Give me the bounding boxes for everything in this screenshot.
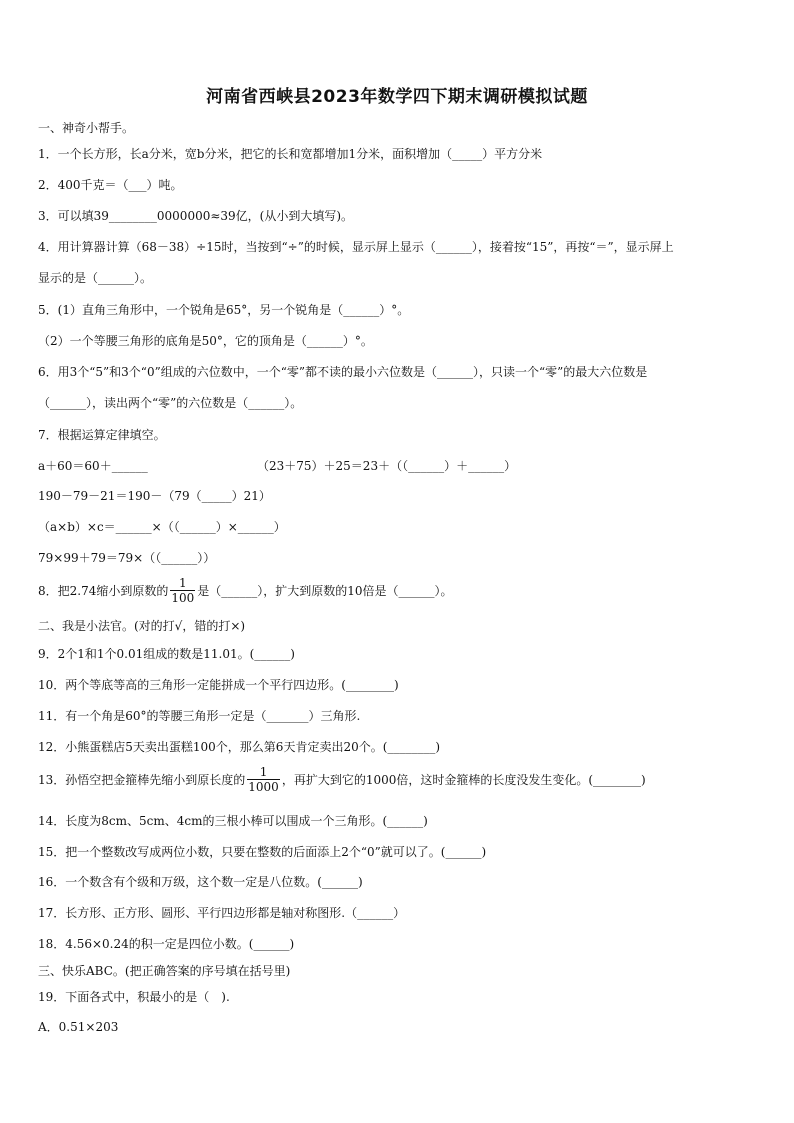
fraction-denominator: 100 — [171, 591, 195, 605]
question-15: 15．把一个整数改写成两位小数，只要在整数的后面添上2个“0”就可以了。(______) — [38, 845, 487, 859]
section-heading-3: 三、快乐ABC。(把正确答案的序号填在括号里) — [38, 964, 291, 978]
question-14: 14．长度为8cm、5cm、4cm的三根小棒可以围成一个三角形。(______) — [38, 814, 428, 828]
question-13 — [38, 765, 646, 794]
question-11: 11．有一个角是60°的等腰三角形一定是（_______）三角形. — [38, 709, 361, 723]
fraction-denominator: 1000 — [248, 780, 279, 794]
question-16: 16．一个数含有个级和万级，这个数一定是八位数。(______) — [38, 875, 363, 889]
question-13-text-before: 13．孙悟空把金箍棒先缩小到原长度的 — [38, 772, 246, 787]
question-7: 7．根据运算定律填空。 — [38, 428, 166, 442]
question-1: 1．一个长方形，长a分米，宽b分米，把它的长和宽都增加1分米，面积增加（_____）平方分米 — [38, 147, 543, 161]
page-title: 河南省西峡县2023年数学四下期末调研模拟试题 — [206, 87, 588, 107]
question-12: 12．小熊蛋糕店5天卖出蛋糕100个，那么第6天肯定卖出20个。(________) — [38, 740, 441, 754]
question-6-line-2: （______），读出两个“零”的六位数是（______）。 — [38, 396, 303, 410]
question-7-item-1: a＋60＝60＋______ — [38, 459, 148, 473]
question-13-text-after: ，再扩大到它的1000倍，这时金箍棒的长度没发生变化。(________) — [281, 772, 646, 787]
question-5-part-1: 5．(1）直角三角形中，一个锐角是65°，另一个锐角是（______）°。 — [38, 303, 410, 317]
question-2: 2．400千克＝（___）吨。 — [38, 178, 183, 192]
question-6-line-1: 6．用3个“5”和3个“0”组成的六位数中，一个“零”都不读的最小六位数是（______），只读一个“零”的最大六位数是 — [38, 365, 648, 379]
question-19-option-a: A．0.51×203 — [38, 1020, 119, 1034]
question-7-item-4: （a×b）×c＝______×（（______）×______） — [38, 520, 286, 534]
question-8 — [38, 576, 453, 605]
question-19: 19．下面各式中，积最小的是（ ). — [38, 990, 230, 1004]
question-7-item-5: 79×99＋79＝79×（（______）） — [38, 551, 216, 565]
question-8-text-after: 是（______），扩大到原数的10倍是（______）。 — [197, 583, 453, 598]
question-7-item-2: （23＋75）＋25＝23＋（（______）＋______） — [257, 459, 517, 473]
question-3: 3．可以填39________0000000≈39亿，(从小到大填写)。 — [38, 209, 354, 223]
question-8-text-before: 8．把2.74缩小到原数的 — [38, 583, 169, 598]
question-4-line-1: 4．用计算器计算（68－38）÷15时，当按到“÷”的时候，显示屏上显示（______），接着按“15”，再按“＝”，显示屏上 — [38, 240, 674, 254]
section-heading-1: 一、神奇小帮手。 — [38, 121, 135, 135]
fraction-one-hundredth — [170, 576, 195, 605]
question-4-line-2: 显示的是（______）。 — [38, 271, 153, 285]
fraction-numerator: 1 — [259, 765, 268, 779]
question-5-part-2: （2）一个等腰三角形的底角是50°，它的顶角是（______）°。 — [38, 334, 373, 348]
question-17: 17．长方形、正方形、圆形、平行四边形都是轴对称图形.（______） — [38, 906, 406, 920]
question-7-item-3: 190－79－21＝190－（79（_____）21） — [38, 489, 271, 503]
fraction-numerator: 1 — [178, 576, 187, 590]
question-10: 10．两个等底等高的三角形一定能拼成一个平行四边形。(________) — [38, 678, 399, 692]
fraction-one-thousandth — [247, 765, 280, 794]
question-18: 18．4.56×0.24的积一定是四位小数。(______) — [38, 937, 295, 951]
section-heading-2: 二、我是小法官。(对的打√，错的打×) — [38, 619, 246, 633]
question-9: 9．2个1和1个0.01组成的数是11.01。(______) — [38, 647, 295, 661]
